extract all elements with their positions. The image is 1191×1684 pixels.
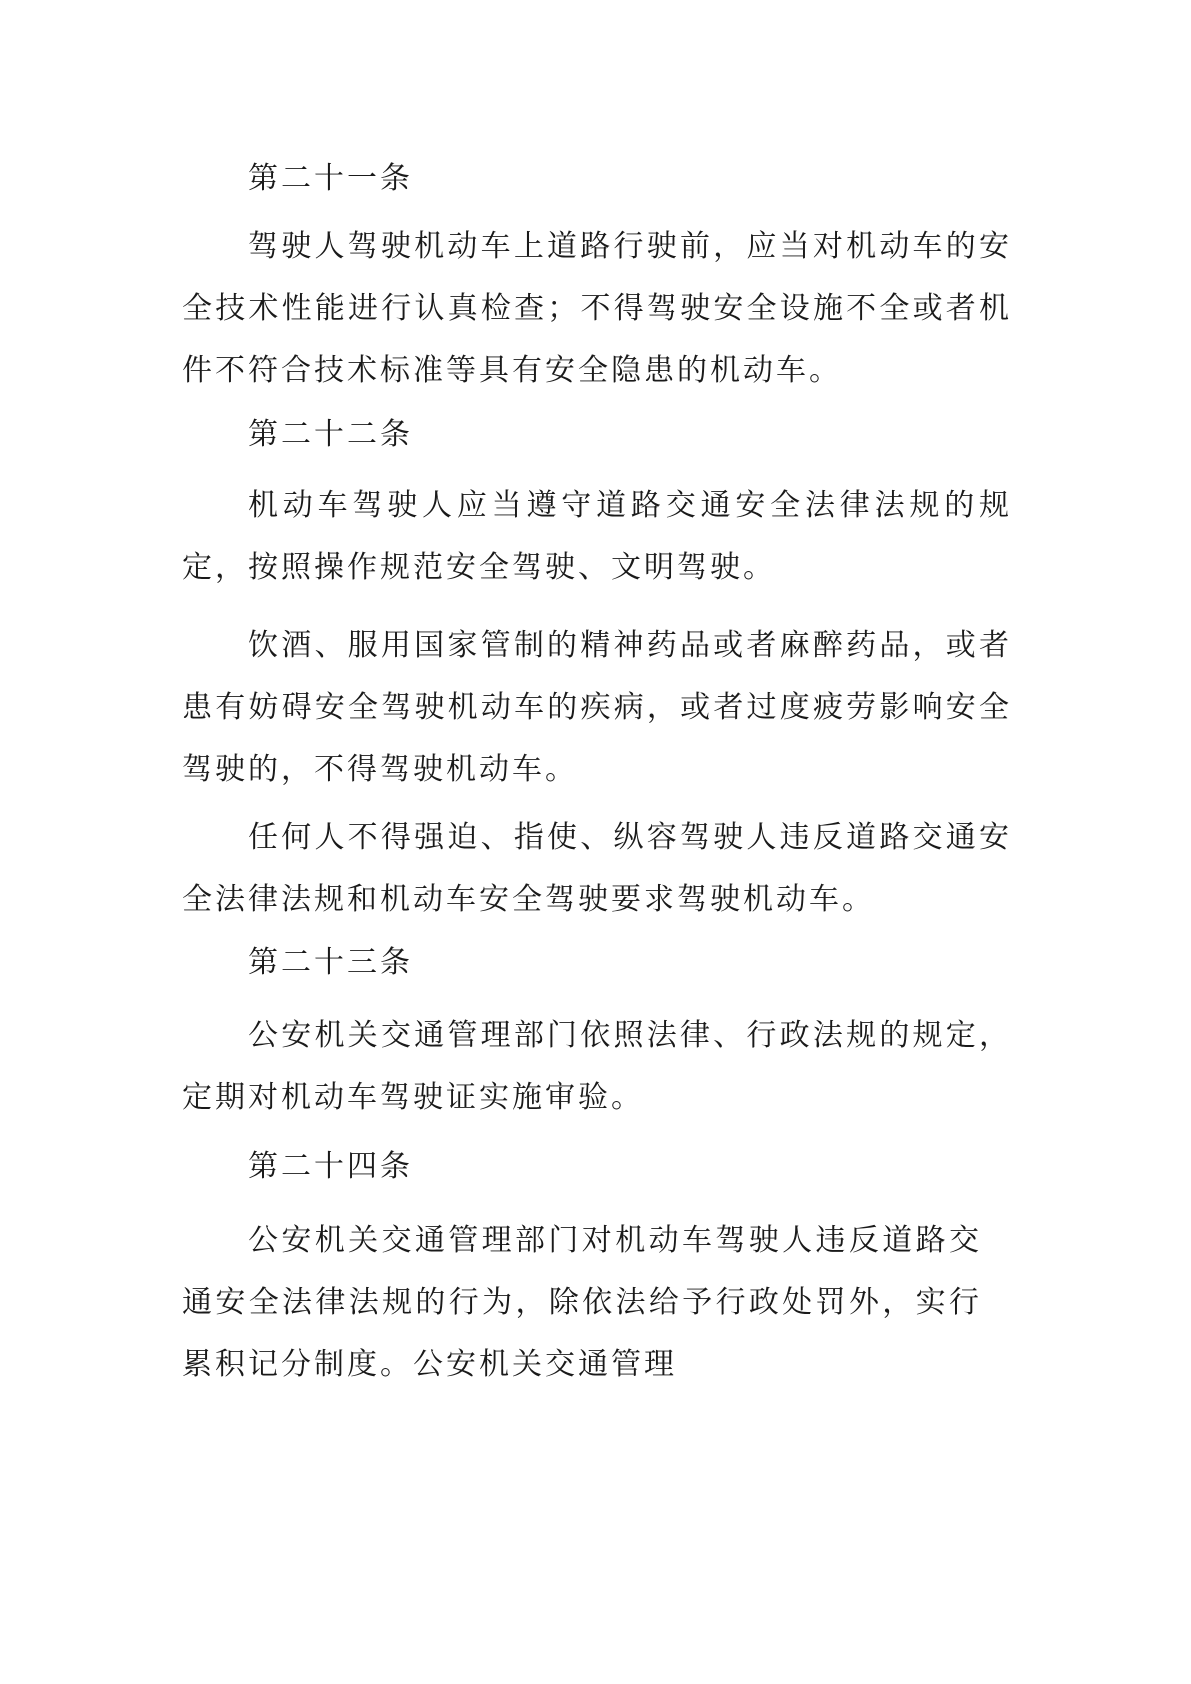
article-22-paragraph-2: 饮酒、服用国家管制的精神药品或者麻醉药品，或者患有妨碍安全驾驶机动车的疾病，或者过度疲劳影响安全驾驶的，不得驾驶机动车。	[182, 628, 1012, 787]
article-22-paragraph-1: 机动车驾驶人应当遵守道路交通安全法律法规的规定，按照操作规范安全驾驶、文明驾驶。	[182, 488, 1012, 585]
article-23-heading: 第二十三条	[248, 945, 413, 980]
article-22-heading: 第二十二条	[248, 417, 413, 452]
article-21-heading: 第二十一条	[248, 161, 413, 196]
article-24-paragraph: 公安机关交通管理部门对机动车驾驶人违反道路交通安全法律法规的行为，除依法给予行政处罚外，实行累积记分制度。公安机关交通管理	[182, 1223, 982, 1382]
article-23-paragraph: 公安机关交通管理部门依照法律、行政法规的规定，定期对机动车驾驶证实施审验。	[182, 1018, 1012, 1115]
article-21-paragraph: 驾驶人驾驶机动车上道路行驶前，应当对机动车的安全技术性能进行认真检查；不得驾驶安全设施不全或者机件不符合技术标准等具有安全隐患的机动车。	[182, 229, 1012, 388]
article-24-heading: 第二十四条	[248, 1149, 413, 1184]
article-22-paragraph-3: 任何人不得强迫、指使、纵容驾驶人违反道路交通安全法律法规和机动车安全驾驶要求驾驶机动车。	[182, 820, 1012, 917]
